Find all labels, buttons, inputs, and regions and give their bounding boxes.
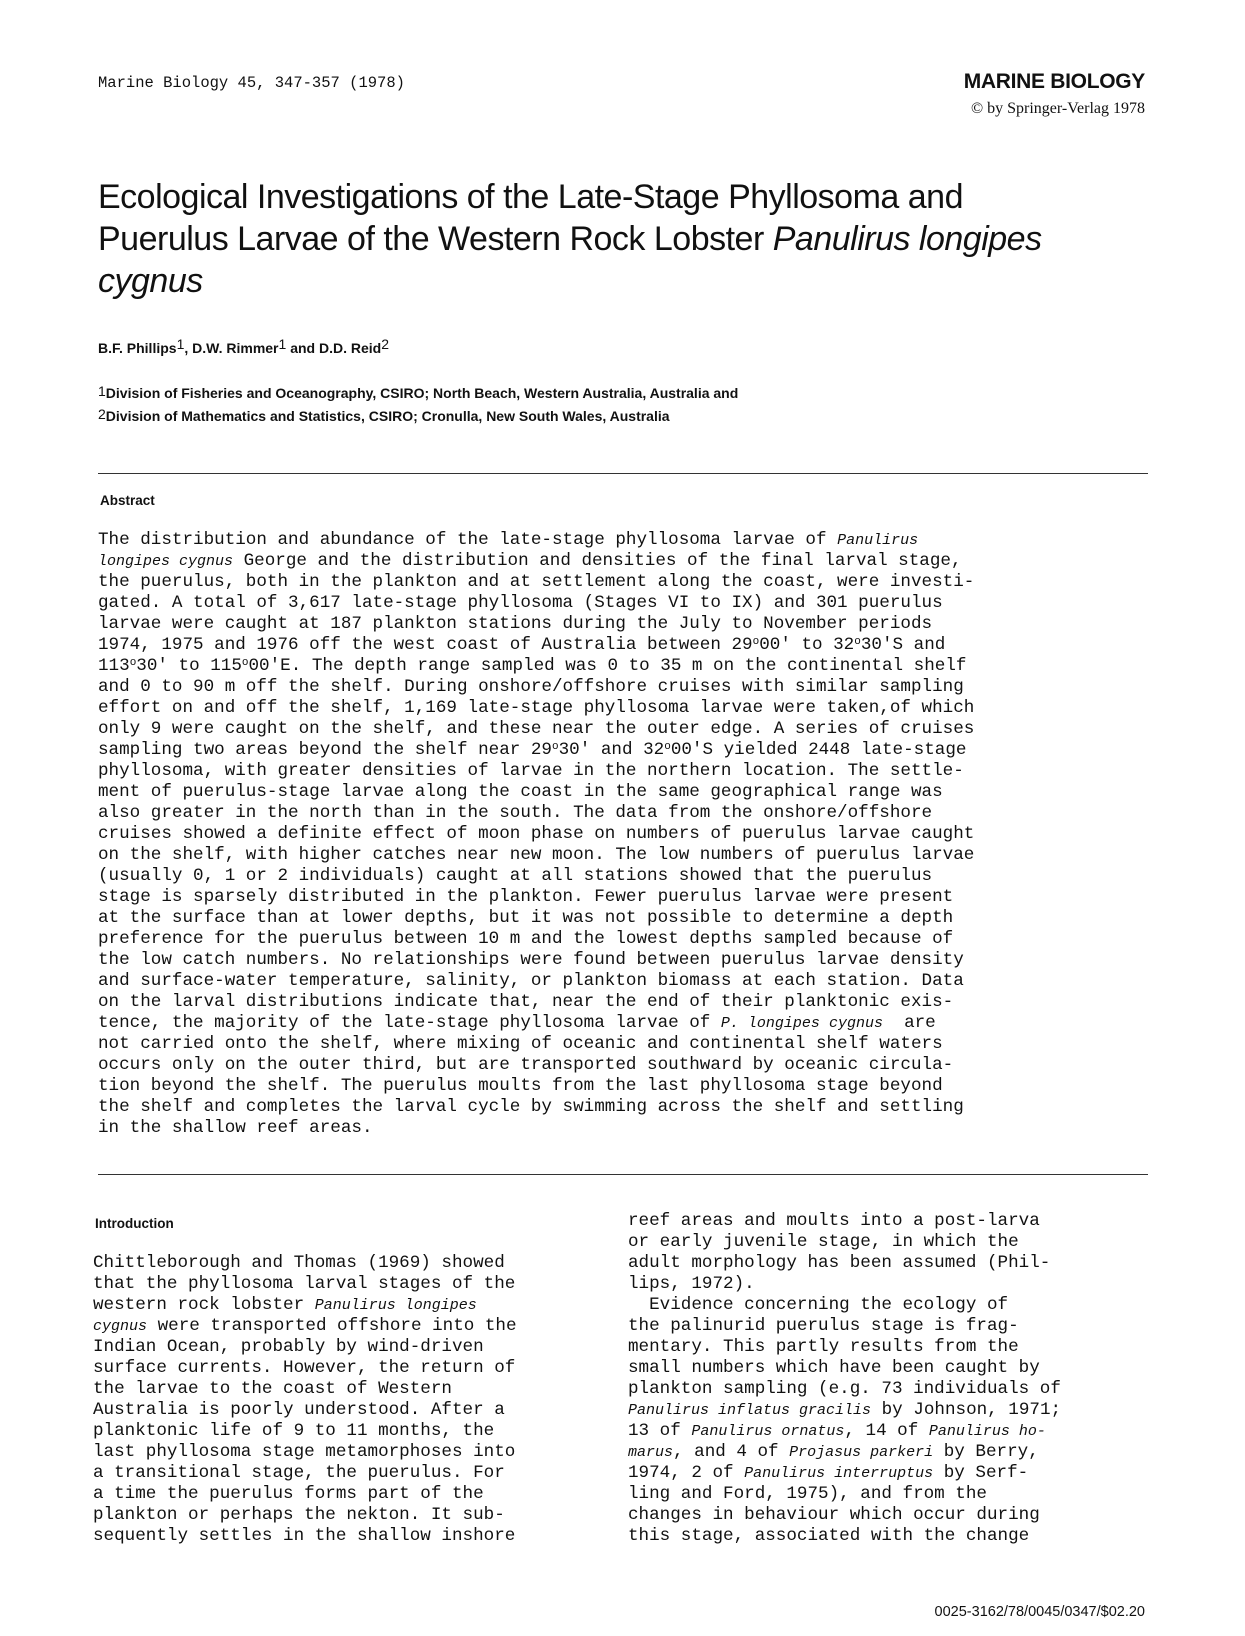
intro-line: ling and Ford, 1975), and from the xyxy=(628,1484,987,1504)
species-name: cygnus xyxy=(98,262,203,300)
copyright-notice: © by Springer-Verlag 1978 xyxy=(970,100,1145,117)
abstract-line: stage is sparsely distributed in the plankton. Fewer puerulus larvae were present xyxy=(98,887,954,907)
abstract-line: 1974, 1975 and 1976 off the west coast of Australia between 29$^o$00' to 32$^o$30'S and xyxy=(98,635,946,655)
abstract-line: tence, the majority of the late-stage phyllosoma larvae of P. longipes cygnus are xyxy=(98,1013,936,1033)
intro-line: this stage, associated with the change xyxy=(628,1526,1030,1546)
abstract-line: gated. A total of 3,617 late-stage phyllosoma (Stages VI to IX) and 301 puerulus xyxy=(98,593,943,613)
abstract-line: occurs only on the outer third, but are transported southward by oceanic circula- xyxy=(98,1055,954,1075)
abstract-line: The distribution and abundance of the late-stage phyllosoma larvae of Panulirus xyxy=(98,530,919,550)
abstract-line: on the shelf, with higher catches near new moon. The low numbers of puerulus larvae xyxy=(98,845,975,865)
intro-line: a transitional stage, the puerulus. For xyxy=(93,1463,505,1483)
intro-line: Australia is poorly understood. After a xyxy=(93,1400,505,1420)
intro-line: small numbers which have been caught by xyxy=(628,1358,1040,1378)
intro-line: Indian Ocean, probably by wind-driven xyxy=(93,1337,484,1357)
intro-line: Evidence concerning the ecology of xyxy=(628,1295,1009,1315)
abstract-line: and 0 to 90 m off the shelf. During onshore/offshore cruises with similar sampling xyxy=(98,677,964,697)
article-code: 0025-3162/78/0045/0347/$02.20 xyxy=(934,1604,1145,1620)
abstract-line: the puerulus, both in the plankton and at settlement along the coast, were investi- xyxy=(98,572,975,592)
intro-line: the larvae to the coast of Western xyxy=(93,1379,452,1399)
abstract-line: on the larval distributions indicate that, near the end of their planktonic exis- xyxy=(98,992,954,1012)
divider-rule xyxy=(98,1174,1148,1175)
abstract-line: not carried onto the shelf, where mixing of oceanic and continental shelf waters xyxy=(98,1034,943,1054)
title-line: Puerulus Larvae of the Western Rock Lobster Panulirus longipes xyxy=(98,220,1042,258)
intro-line: adult morphology has been assumed (Phil- xyxy=(628,1253,1051,1273)
abstract-line: the low catch numbers. No relationships were found between puerulus larvae density xyxy=(98,950,964,970)
author-name: , D.W. Rimmer xyxy=(184,340,279,356)
intro-line: planktonic life of 9 to 11 months, the xyxy=(93,1421,495,1441)
intro-line: the palinurid puerulus stage is frag- xyxy=(628,1316,1019,1336)
abstract-line: only 9 were caught on the shelf, and these near the outer edge. A series of cruises xyxy=(98,719,975,739)
article-title xyxy=(98,176,1158,302)
author-name: and D.D. Reid xyxy=(286,340,382,356)
affiliation-mark: 2 xyxy=(381,336,390,352)
intro-line: mentary. This partly results from the xyxy=(628,1337,1019,1357)
intro-line: or early juvenile stage, in which the xyxy=(628,1232,1019,1252)
intro-line: plankton or perhaps the nekton. It sub- xyxy=(93,1505,505,1525)
intro-line: Chittleborough and Thomas (1969) showed xyxy=(93,1253,505,1273)
affiliation-mark: 2 xyxy=(98,406,106,422)
abstract-line: effort on and off the shelf, 1,169 late-stage phyllosoma larvae were taken,of which xyxy=(98,698,975,718)
abstract-line: sampling two areas beyond the shelf near 29$^o$30' and 32$^o$00'S yielded 2448 late-stage xyxy=(98,740,967,760)
abstract-line: phyllosoma, with greater densities of larvae in the northern location. The settle- xyxy=(98,761,964,781)
title-line xyxy=(98,260,1158,302)
intro-line: changes in behaviour which occur during xyxy=(628,1505,1040,1525)
affiliation-mark: 1 xyxy=(278,336,287,352)
species-name: Panulirus longipes xyxy=(772,220,1042,258)
abstract-line: larvae were caught at 187 plankton stations during the July to November periods xyxy=(98,614,933,634)
abstract-line: the shelf and completes the larval cycle by swimming across the shelf and settling xyxy=(98,1097,964,1117)
abstract-heading: Abstract xyxy=(100,493,155,508)
intro-line: a time the puerulus forms part of the xyxy=(93,1484,484,1504)
abstract-line: longipes cygnus George and the distribution and densities of the final larval stage, xyxy=(98,551,962,571)
abstract-line: (usually 0, 1 or 2 individuals) caught at all stations showed that the puerulus xyxy=(98,866,933,886)
intro-line: Panulirus inflatus gracilis by Johnson, 1971; xyxy=(628,1400,1062,1420)
intro-line: 13 of Panulirus ornatus, 14 of Panulirus ho- xyxy=(628,1421,1046,1441)
intro-line: surface currents. However, the return of xyxy=(93,1358,516,1378)
intro-line: that the phyllosoma larval stages of the xyxy=(93,1274,516,1294)
intro-line: 1974, 2 of Panulirus interruptus by Serf- xyxy=(628,1463,1029,1483)
abstract-line: and surface-water temperature, salinity, or plankton biomass at each station. Data xyxy=(98,971,964,991)
author-name: B.F. Phillips xyxy=(98,340,177,356)
divider-rule xyxy=(98,473,1148,474)
abstract-line: preference for the puerulus between 10 m and the lowest depths sampled because of xyxy=(98,929,954,949)
affiliation-mark: 1 xyxy=(98,383,106,399)
intro-line: cygnus were transported offshore into the xyxy=(93,1316,517,1336)
abstract-line: 113$^o$30' to 115$^o$00'E. The depth range sampled was 0 to 35 m on the continental shelf xyxy=(98,656,967,676)
introduction-heading: Introduction xyxy=(95,1216,174,1231)
intro-line: plankton sampling (e.g. 73 individuals of xyxy=(628,1379,1061,1399)
abstract-line: in the shallow reef areas. xyxy=(98,1118,373,1138)
abstract-line: at the surface than at lower depths, but it was not possible to determine a depth xyxy=(98,908,954,928)
abstract-line: ment of puerulus-stage larvae along the coast in the same geographical range was xyxy=(98,782,943,802)
journal-name: MARINE BIOLOGY xyxy=(963,70,1145,93)
intro-line: reef areas and moults into a post-larva xyxy=(628,1211,1040,1231)
abstract-line: also greater in the north than in the south. The data from the onshore/offshore xyxy=(98,803,933,823)
affiliation-1: $^1$Division of Fisheries and Oceanography, CSIRO; North Beach, Western Australia, Australia and xyxy=(98,383,739,401)
author-list xyxy=(98,336,390,356)
title-line: Ecological Investigations of the Late-Stage Phyllosoma and xyxy=(98,178,963,216)
intro-line: last phyllosoma stage metamorphoses into xyxy=(93,1442,516,1462)
abstract-line: cruises showed a definite effect of moon phase on numbers of puerulus larvae caught xyxy=(98,824,975,844)
journal-citation: Marine Biology 45, 347-357 (1978) xyxy=(98,74,405,92)
intro-line: lips, 1972). xyxy=(628,1274,755,1294)
intro-line: sequently settles in the shallow inshore xyxy=(93,1526,516,1546)
abstract-line: tion beyond the shelf. The puerulus moults from the last phyllosoma stage beyond xyxy=(98,1076,943,1096)
intro-line: western rock lobster Panulirus longipes xyxy=(93,1295,477,1315)
affiliation-2: $^2$Division of Mathematics and Statistics, CSIRO; Cronulla, New South Wales, Australia xyxy=(98,406,670,424)
affiliation-mark: 1 xyxy=(176,336,185,352)
intro-line: marus, and 4 of Projasus parkeri by Berry, xyxy=(628,1442,1039,1462)
